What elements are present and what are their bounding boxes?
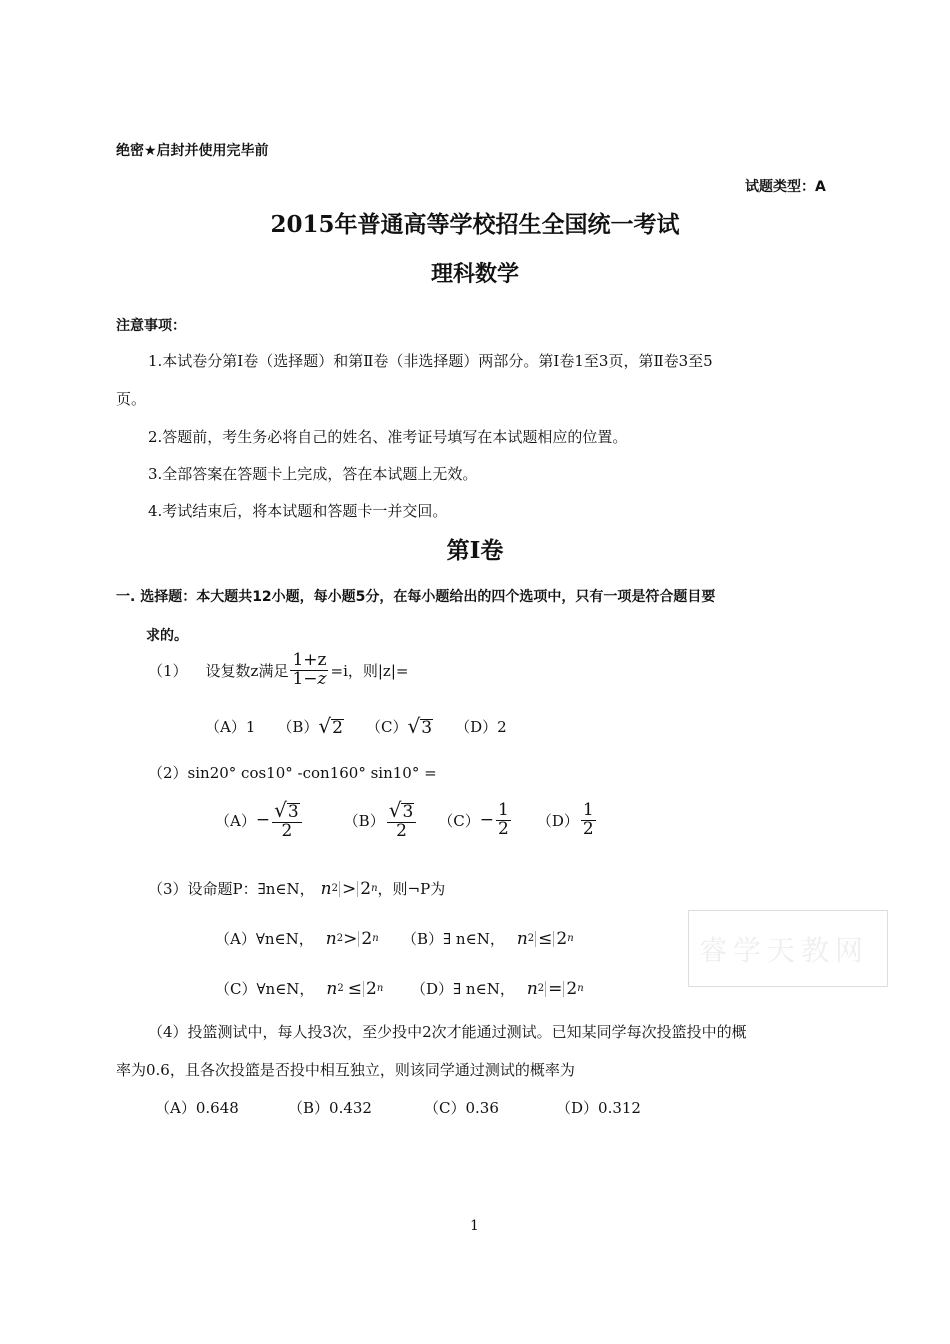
q1-options xyxy=(205,716,507,738)
q1-option-b-sqrt: √ 2 xyxy=(318,714,343,738)
q3-option-c: （C）∀n∈N， n 2 ≤ 2 n xyxy=(215,978,384,999)
notice-item-1: 1.本试卷分第Ⅰ卷（选择题）和第Ⅱ卷（非选择题）两部分。第Ⅰ卷1至3页，第Ⅱ卷3至5 xyxy=(148,352,713,370)
watermark-stamp xyxy=(688,910,888,987)
q1-option-c-label: （C） xyxy=(366,718,408,737)
volume-heading: 第Ⅰ卷 xyxy=(446,537,504,564)
q1-option-b-label: （B） xyxy=(277,718,319,737)
q3-stem-post: ，则¬P为 xyxy=(377,880,446,898)
notice-item-4: 4.考试结束后，将本试题和答题卡一并交回。 xyxy=(148,502,448,520)
q2-option-d-fraction: $\frac{1}{2}$ xyxy=(582,800,594,839)
q2-option-a-label: （A） xyxy=(215,811,256,830)
q1-frac-numerator: 1+z xyxy=(292,650,327,670)
question-3: （3）设命题P：∃n∈N， n 2 > 2 n ，则¬P为 xyxy=(148,878,446,899)
q2-option-a-fraction: √ 3 2 xyxy=(272,800,302,841)
exam-title: 2015年普通高等学校招生全国统一考试 xyxy=(270,211,680,238)
exam-type-label: 试题类型：A xyxy=(745,179,826,195)
q4-option-d: （D）0.312 xyxy=(556,1099,641,1117)
section-heading-cont: 求的。 xyxy=(146,628,188,644)
q2-option-b-label: （B） xyxy=(343,811,385,830)
q2-option-d-label: （D） xyxy=(536,811,579,830)
q2-option-c-fraction: $\frac{1}{2}$ xyxy=(498,800,509,839)
question-1 xyxy=(148,652,408,689)
q2-option-c-sign: − xyxy=(479,810,495,831)
q1-option-c-sqrt: √ 3 xyxy=(407,714,433,738)
q1-stem-post: =i，则|z|= xyxy=(330,661,409,680)
q2-options xyxy=(215,800,598,841)
notice-item-2: 2.答题前，考生务必将自己的姓名、准考证号填写在本试题相应的位置。 xyxy=(148,428,628,446)
q3-option-d: （D）∃ n∈N， n 2 = 2 n xyxy=(411,978,584,999)
q2-option-b-fraction: √ 3 2 xyxy=(387,800,417,841)
q1-stem-pre: 设复数z满足 xyxy=(205,661,289,680)
q2-option-c-label: （C） xyxy=(438,811,480,830)
q4-option-b: （B）0.432 xyxy=(288,1099,372,1117)
q3-option-a: （A）∀n∈N， n 2 > 2 n xyxy=(215,928,379,949)
q1-option-a: （A）1 xyxy=(205,718,256,737)
q4-option-a: （A）0.648 xyxy=(155,1099,239,1117)
q4-option-c: （C）0.36 xyxy=(424,1099,499,1117)
watermark-text: 睿学天教网 xyxy=(699,934,870,967)
page-number: 1 xyxy=(470,1218,479,1234)
notice-heading: 注意事项： xyxy=(116,318,186,334)
section-heading: 一. 选择题：本大题共12小题，每小题5分，在每小题给出的四个选项中，只有一项是符合题目要 xyxy=(116,589,716,605)
notice-item-3: 3.全部答案在答题卡上完成，答在本试题上无效。 xyxy=(148,465,478,483)
q3-stem-pre: （3）设命题P：∃n∈N， xyxy=(148,880,315,898)
q1-frac-denominator: 1−z xyxy=(292,668,327,689)
notice-item-1-cont: 页。 xyxy=(116,390,147,408)
exam-subtitle: 理科数学 xyxy=(430,261,519,287)
q1-number: （1） xyxy=(148,661,188,680)
question-4: （4）投篮测试中，每人投3次，至少投中2次才能通过测试。已知某同学每次投篮投中的概 xyxy=(148,1023,747,1041)
q3-option-b: （B）∃ n∈N， n 2 ≤ 2 n xyxy=(402,928,574,949)
q1-option-d: （D）2 xyxy=(455,718,507,737)
confidentiality-label: 绝密★启封并使用完毕前 xyxy=(116,143,269,159)
question-4-cont: 率为0.6，且各次投篮是否投中相互独立，则该同学通过测试的概率为 xyxy=(116,1061,575,1079)
q2-option-a-sign: − xyxy=(255,810,271,831)
question-2: （2）sin20° cos10° -con160° sin10° = xyxy=(148,764,437,782)
q1-fraction xyxy=(290,652,328,689)
